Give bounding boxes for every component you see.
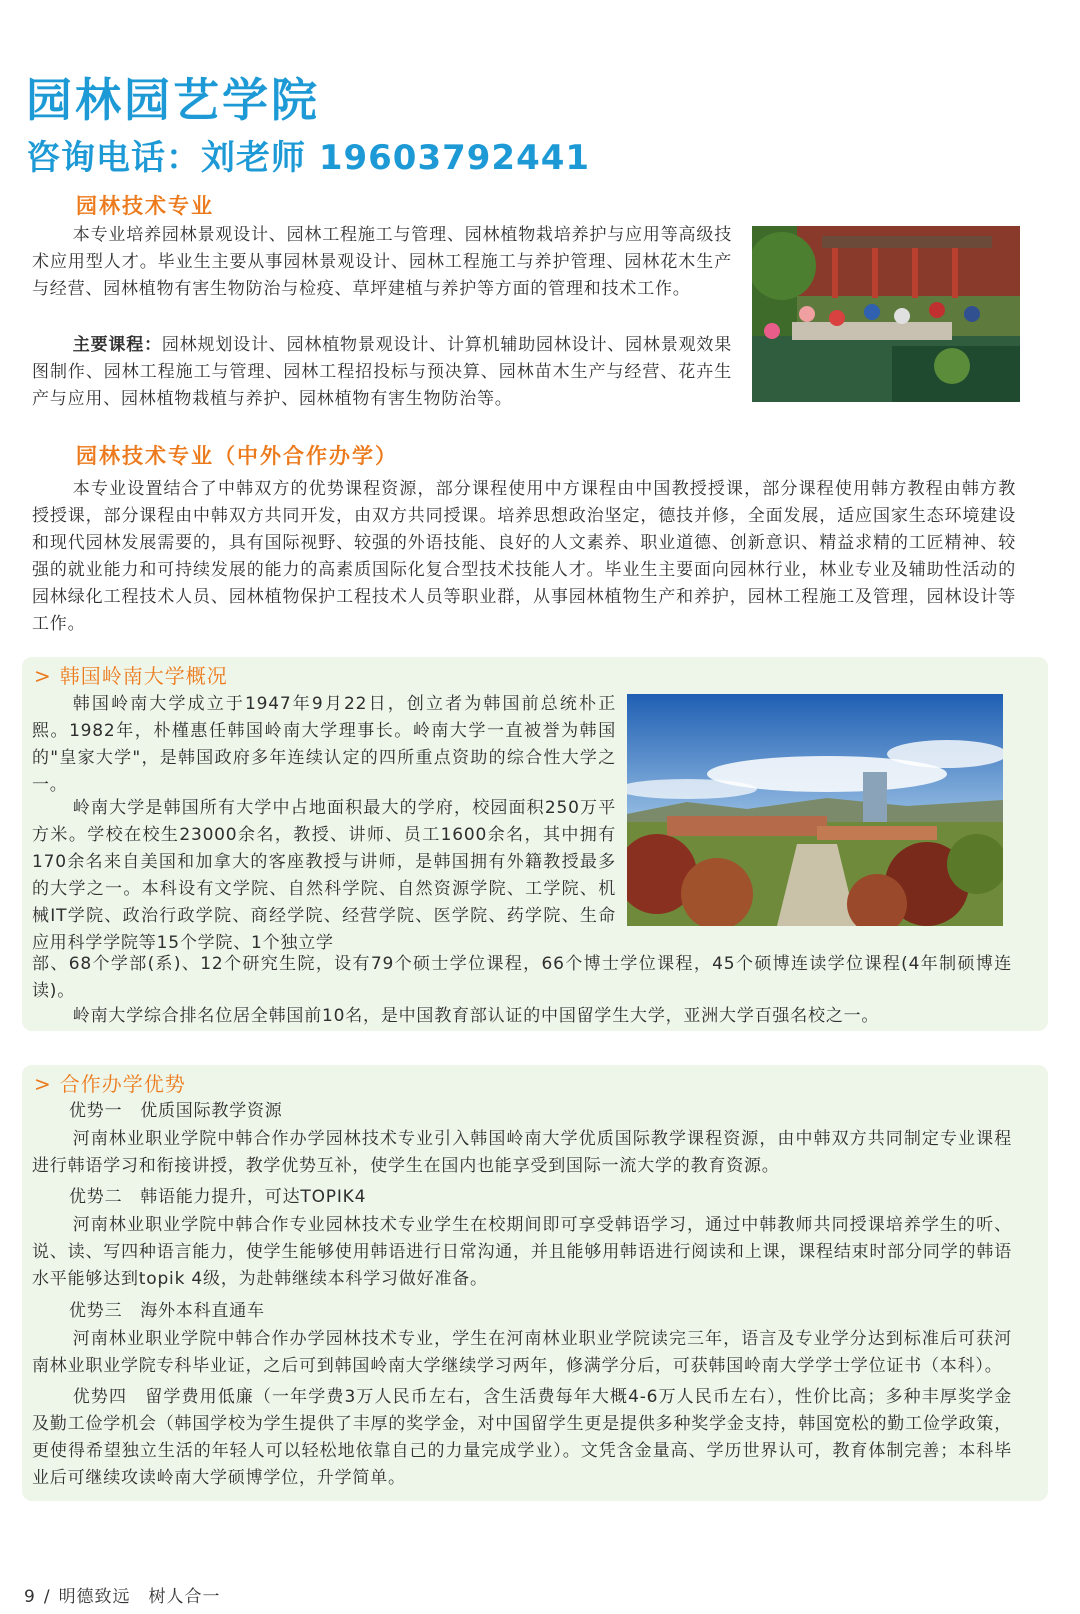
courses-list: 园林规划设计、园林植物景观设计、计算机辅助园林设计、园林景观效果图制作、园林工程施工与管理、园林工程招投标与预决算、园林苗木生产与经营、花卉生产与应用、园林植物栽植与养护、园林植物有害生物防治等。 bbox=[32, 335, 733, 409]
page-title: 园林园艺学院 bbox=[26, 73, 320, 127]
courses-paragraph bbox=[32, 332, 732, 413]
advantage-2-title: 优势二 韩语能力提升，可达TOPIK4 bbox=[69, 1187, 367, 1207]
advantage-2-body: 河南林业职业学院中韩合作专业园林技术专业学生在校期间即可享受韩语学习，通过中韩教师共同授课培养学生的听、说、读、写四种语言能力，使学生能够使用韩语进行日常沟通，并且能够用韩语进行阅读和上课，课程结束时部分同学的韩语水平能够达到topik 4级，为赴韩继续本科学习做好准备。 bbox=[32, 1215, 1012, 1289]
yeungnam-campus-photo bbox=[627, 694, 1003, 926]
section-heading-sino-foreign: 园林技术专业（中外合作办学） bbox=[76, 444, 398, 468]
yeungnam-overview-panel bbox=[22, 657, 1048, 1031]
footer-separator: / bbox=[43, 1587, 51, 1607]
campus-aerial-illustration bbox=[627, 694, 1003, 926]
courses-label: 主要课程： bbox=[72, 335, 162, 355]
garden-students-photo bbox=[752, 226, 1020, 402]
advantage-3-title: 优势三 海外本科直通车 bbox=[69, 1301, 265, 1321]
section-heading-landscape-technology: 园林技术专业 bbox=[76, 194, 214, 218]
advantage-3-body: 河南林业职业学院中韩合作办学园林技术专业，学生在河南林业职业学院读完三年，语言及专业学分达到标准后可获河南林业职业学院专科毕业证，之后可到韩国岭南大学继续学习两年，修满学分后，可获韩国岭南大学学士学位证书（本科）。 bbox=[32, 1329, 1012, 1376]
advantage-1-body: 河南林业职业学院中韩合作办学园林技术专业引入韩国岭南大学优质国际教学课程资源，由中韩双方共同制定专业课程进行韩语学习和衔接讲授，教学优势互补，使学生在国内也能享受到国际一流大学的教育资源。 bbox=[32, 1129, 1012, 1176]
yeungnam-ranking-paragraph: 岭南大学综合排名位居全韩国前10名，是中国教育部认证的中国留学生大学，亚洲大学百强名校之一。 bbox=[72, 1006, 880, 1026]
contact-phone: 咨询电话：刘老师 19603792441 bbox=[26, 138, 591, 178]
page-footer bbox=[24, 1585, 229, 1609]
footer-slogan: 明德致远 树人合一 bbox=[58, 1587, 221, 1607]
cooperation-advantages-heading: > 合作办学优势 bbox=[34, 1072, 186, 1096]
garden-students-illustration bbox=[752, 226, 1020, 402]
cooperation-advantages-panel bbox=[22, 1065, 1048, 1501]
advantage-1-title: 优势一 优质国际教学资源 bbox=[69, 1101, 283, 1121]
page-number: 9 bbox=[24, 1587, 36, 1607]
section-intro-paragraph: 本专业培养园林景观设计、园林工程施工与管理、园林植物栽培养护与应用等高级技术应用型人才。毕业生主要从事园林景观设计、园林工程施工与养护管理、园林花木生产与经营、园林植物有害生物防治与检疫、草坪建植与养护等方面的管理和技术工作。 bbox=[32, 225, 732, 299]
advantage-4-paragraph: 优势四 留学费用低廉（一年学费3万人民币左右，含生活费每年大概4-6万人民币左右），性价比高；多种丰厚奖学金及勤工俭学机会（韩国学校为学生提供了丰厚的奖学金，对中国留学生更是提供多种奖学金支持，韩国宽松的勤工俭学政策，更使得希望独立生活的年轻人可以轻松地依靠自己的力量完成学业）。文凭含金量高、学历世界认可，教育体制完善；本科毕业后可继续攻读岭南大学硕博学位，升学简单。 bbox=[32, 1387, 1012, 1488]
chevron-right-icon: > bbox=[34, 664, 52, 688]
chevron-right-icon: > bbox=[34, 1072, 52, 1096]
sino-foreign-paragraph: 本专业设置结合了中韩双方的优势课程资源，部分课程使用中方课程由中国教授授课，部分课程使用韩方教程由韩方教授授课，部分课程由中韩双方共同开发，由双方共同授课。培养思想政治坚定，德技并修，全面发展，适应国家生态环境建设和现代园林发展需要的，具有国际视野、较强的外语技能、良好的人文素养、职业道德、创新意识、精益求精的工匠精神、较强的就业能力和可持续发展的能力的高素质国际化复合型技术技能人才。毕业生主要面向园林行业，林业专业及辅助性活动的园林绿化工程技术人员、园林植物保护工程技术人员等职业群，从事园林植物生产和养护，园林工程施工及管理，园林设计等工作。 bbox=[32, 479, 1016, 634]
yeungnam-founding-paragraph: 韩国岭南大学成立于1947年9月22日，创立者为韩国前总统朴正熙。1982年，朴槿惠任韩国岭南大学理事长。岭南大学一直被誉为韩国的"皇家大学"，是韩国政府多年连续认定的四所重点资助的综合性大学之一。 bbox=[32, 694, 616, 795]
yeungnam-campus-paragraph: 岭南大学是韩国所有大学中占地面积最大的学府，校园面积250万平方米。学校在校生23000余名，教授、讲师、员工1600余名，其中拥有170余名来自美国和加拿大的客座教授与讲师，是韩国拥有外籍教授最多的大学之一。本科设有文学院、自然科学院、自然资源学院、工学院、机械IT学院、政治行政学院、商经学院、经营学院、医学院、药学院、生命应用科学学院等15个学院、1个独立学 bbox=[32, 798, 616, 953]
yeungnam-overview-heading: > 韩国岭南大学概况 bbox=[34, 664, 228, 688]
yeungnam-programs-paragraph: 部、68个学部(系)、12个研究生院，设有79个硕士学位课程，66个博士学位课程，45个硕博连读学位课程(4年制硕博连读)。 bbox=[32, 954, 1012, 1001]
